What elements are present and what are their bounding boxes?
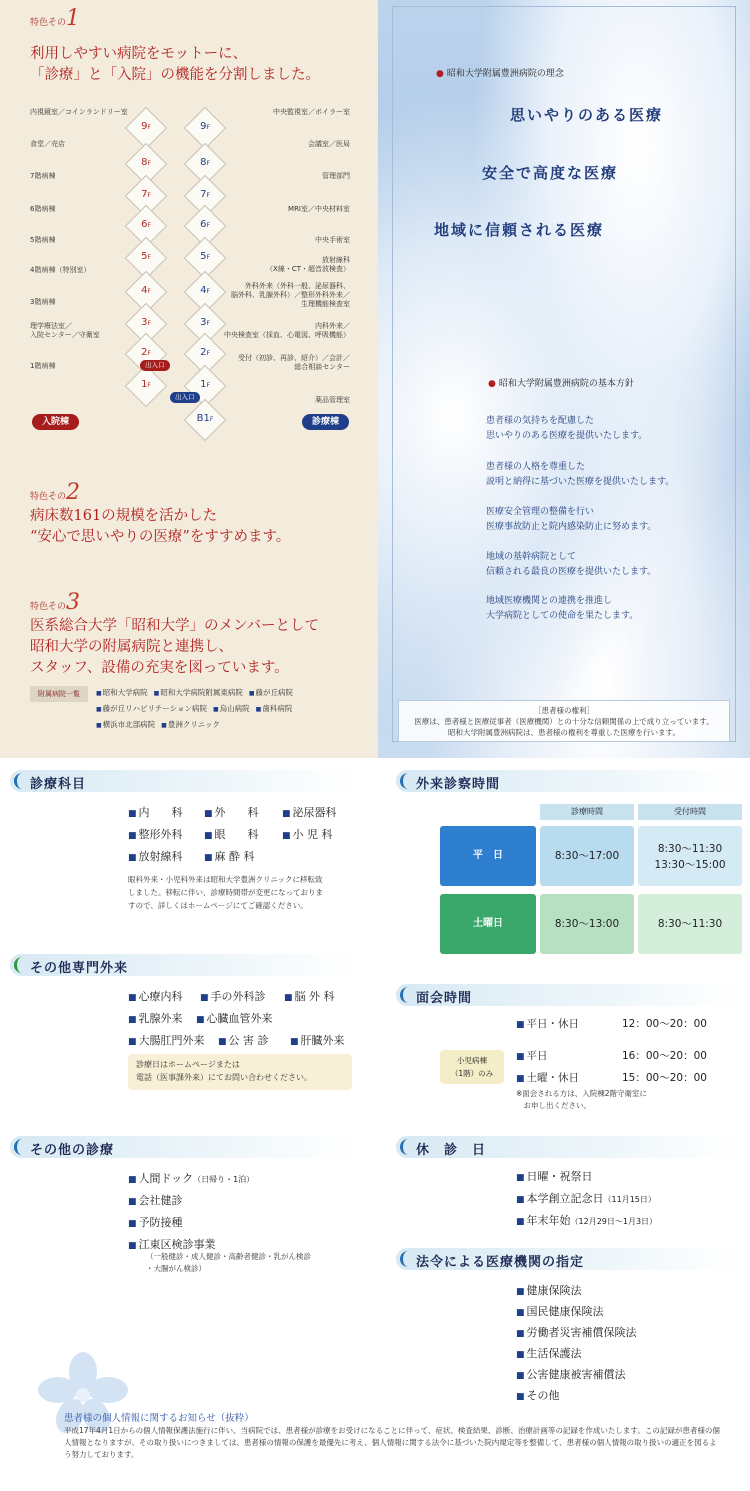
departments-title: 診療科目 [30,777,87,792]
specialty-item [290,1032,345,1048]
affiliate-item: ■ 豊洲クリニック [161,720,220,729]
designation-label: 労働者災害補償保険法 [526,1326,637,1339]
floor-left-number: 5F [141,251,151,262]
floor-right-number: 8F [200,157,210,168]
feature-3-line-3: スタッフ、設備の充実を図っています。 [30,660,289,676]
policy-line: 大学病院としての使命を果たします。 [486,611,639,621]
entrance-left-pill: 出入口 [140,360,170,371]
feature-2-badge: 特色その2 [30,480,81,505]
kids-ward-box [440,1050,504,1084]
visiting-header [396,984,742,1006]
policy-line: 地域の基幹病院として [486,552,577,562]
designation-item [516,1303,604,1319]
floor-right-number: 1F [200,379,210,390]
specialty-item [128,1010,183,1026]
department-label: 外 科 [214,806,259,819]
feature-1-line-1: 利用しやすい病院をモットーに、 [30,46,248,62]
square-bullet-icon: ■ [516,1350,525,1360]
department-label: 放射線科 [138,850,183,863]
closed-item [516,1168,593,1184]
policy-line: 説明と納得に基づいた医療を提供いたします。 [486,477,675,487]
square-bullet-icon: ■ [204,853,213,863]
designation-item [516,1345,582,1361]
closed-note: （12月29日～1月3日） [570,1217,658,1226]
square-bullet-icon: ■ [196,1015,205,1025]
department-label: 内 科 [138,806,183,819]
specialty-label: 乳腺外来 [138,1012,183,1025]
square-bullet-icon: ■ [128,809,137,819]
floor-left-label: 4階病棟（特別室） [30,266,91,274]
designation-label: 生活保護法 [526,1347,582,1360]
hours-saturday-reception: 8:30～11:30 [638,894,742,954]
service-dock: ■ 人間ドック（日帰り・1泊） [128,1172,255,1185]
designation-label: 公害健康被害補償法 [526,1368,626,1381]
department-label: 眼 科 [214,828,259,841]
designation-label: 国民健康保険法 [526,1305,604,1318]
floor-left-label: 7階病棟 [30,172,56,180]
floor-left-number: 3F [141,317,151,328]
specialty-label: 心療内科 [138,990,183,1003]
floor-left-label: 3階病棟 [30,298,56,306]
floor-right-number: 6F [200,219,210,230]
entrance-right-pill: 出入口 [170,392,200,403]
floor-right-label: 外科外来（外科一般、泌尿器科、 脳外科、乳腺外科）／整形外科外来／ 生理機能検査室 [231,282,350,308]
square-bullet-icon: ■ [282,809,291,819]
designation-item [516,1282,582,1298]
floor-right-number: 3F [200,317,210,328]
floor-right-number: 5F [200,251,210,262]
service-koto-note-2: ・大腸がん検診） [146,1264,206,1273]
floor-right-number: 7F [200,189,210,200]
inpatient-wing-badge: 入院棟 [32,414,79,430]
feature-3-line-1: 医系総合大学「昭和大学」のメンバーとして [30,618,319,634]
info-section [0,758,750,1491]
floor-right-label: 放射線科 （X線・CT・超音波検査） [266,256,350,273]
specialty-item [128,988,183,1004]
visiting-general: ■ 平日・休日 [516,1018,580,1030]
feature-1-badge: 特色その1 [30,6,81,31]
closed-label: 年末年始 [526,1214,571,1227]
floor-right-number: B1F [196,413,214,424]
affiliate-item: ■ 烏山病院 [213,704,250,713]
floor-left-number: 7F [141,189,151,200]
square-bullet-icon: ■ [128,853,137,863]
floor-left-label: 1階病棟 [30,362,56,370]
square-bullet-icon: ■ [204,809,213,819]
visiting-kids-weekend-time: 15：00～20：00 [622,1072,707,1084]
floor-left-label: 食堂／売店 [30,140,65,148]
closed-item [516,1212,657,1228]
motto-1: 思いやりのある医療 [510,106,664,124]
specialty-label: 脳 外 科 [294,990,335,1003]
department-item [204,826,259,842]
kids-ward-line-2: （1階）のみ [450,1069,494,1078]
specialty-item [284,988,335,1004]
floor-left-number: 8F [141,157,151,168]
affiliate-item: ■ 横浜市北部病院 [96,720,155,729]
motto-2: 安全で高度な医療 [482,164,619,182]
affiliates-row [96,701,372,717]
rights-title: ［患者様の権利］ [534,706,594,715]
closed-label: 本学創立記念日 [526,1192,604,1205]
floor-left-number: 2F [141,347,151,358]
specialty-title: その他専門外来 [30,961,129,976]
visiting-kids-weekday-time: 16：00～20：00 [622,1050,707,1062]
square-bullet-icon: ■ [516,1308,525,1318]
department-label: 泌尿器科 [292,806,337,819]
specialty-label: 手の外科診 [210,990,266,1003]
policy-item [486,550,656,580]
service-vaccine: ■ 予防接種 [128,1216,183,1229]
specialty-label: 心臓血管外来 [206,1012,273,1025]
closed-item [516,1190,656,1206]
feature-3-line-2: 昭和大学の附属病院と連携し、 [30,639,233,655]
floor-left-number: 9F [141,121,151,132]
affiliates-row [96,685,372,701]
specialty-item [196,1010,273,1026]
department-item [282,804,337,820]
clinic-wing-badge: 診療棟 [302,414,349,430]
specialty-label: 肝臓外来 [300,1034,345,1047]
other-services-title: その他の診療 [30,1143,115,1158]
service-koto: ■ 江東区検診事業 [128,1238,216,1251]
closed-header [396,1136,742,1158]
policy-item [486,594,638,624]
square-bullet-icon: ■ [128,993,137,1003]
privacy-text: 平成17年4月1日からの個人情報保護法施行に伴い、当病院では、患者様が診療をお受けになることに伴って、症状、検査結果、診断、治療計画等の記録を作成いたします。この記録が患者様の個人情報となりますが、その取り扱いにつきましては、患者様の情報の保護を最優先に考え、個人情報に関する法令に基づいた院内規定等を整備して、患者様の個人情報の取り扱いの適正を図るよう努力しております。 [64,1426,720,1459]
hours-weekday-reception-2: 13:30～15:00 [654,859,726,871]
hours-title: 外来診察時間 [416,777,501,792]
designations-title: 法令による医療機関の指定 [416,1255,585,1270]
affiliates-row [96,717,372,733]
service-koto-note-1: （一般健診・成人健診・高齢者健診・乳がん検診 [146,1252,311,1261]
floor-right-label: 中央監視室／ボイラー室 [273,108,350,116]
hours-weekday-reception [638,826,742,886]
specialty-header [10,954,355,976]
closed-label: 日曜・祝祭日 [526,1170,593,1183]
designation-item [516,1324,637,1340]
philosophy-panel [378,0,750,758]
square-bullet-icon: ■ [282,831,291,841]
square-bullet-icon: ■ [204,831,213,841]
affiliates-label: 附属病院一覧 [30,686,88,702]
policy-title: ● 昭和大学附属豊洲病院の基本方針 [488,376,634,389]
floor-right-number: 4F [200,285,210,296]
hours-header [396,770,742,792]
rights-line-2: 昭和大学附属豊洲病院は、患者様の権利を尊重した医療を行います。 [448,728,680,737]
departments-header [10,770,355,792]
departments-note-line: すので、詳しくはホームページにてご確認ください。 [128,901,308,910]
feature-1-line-2: 「診療」と「入院」の機能を分割しました。 [30,67,320,83]
floor-right-label: 中央手術室 [315,236,350,244]
motto-3: 地域に信頼される医療 [434,221,605,239]
affiliate-item: ■ 藤が丘リハビリテーション病院 [96,704,207,713]
affiliate-item: ■ 歯科病院 [256,704,293,713]
policy-item [486,414,647,444]
designation-item [516,1366,626,1382]
visiting-note-2: お申し出ください。 [516,1101,591,1110]
specialty-label: 公 害 診 [228,1034,269,1047]
floor-left-number: 1F [141,379,151,390]
service-company: ■ 会社健診 [128,1194,183,1207]
hours-row-weekday-label: 平 日 [440,826,536,886]
square-bullet-icon: ■ [516,1329,525,1339]
specialty-note-line-1: 診療日はホームページまたは [136,1060,240,1069]
floor-right-label: 管理部門 [322,172,350,180]
hours-row-saturday-label: 土曜日 [440,894,536,954]
features-panel [0,0,378,758]
affiliates-list [96,685,372,733]
square-bullet-icon: ■ [516,1173,525,1183]
department-label: 麻 酔 科 [214,850,255,863]
policy-line: 患者様の気持ちを配慮した [486,416,595,426]
designation-label: 健康保険法 [526,1284,582,1297]
square-bullet-icon: ■ [516,1195,525,1205]
philosophy-title: ● 昭和大学附属豊洲病院の理念 [436,66,564,79]
policy-line: 信頼される最良の医療を提供いたします。 [486,567,657,577]
square-bullet-icon: ■ [290,1037,299,1047]
policy-line: 地域医療機関との連携を推進し [486,596,613,606]
patient-rights-box [398,700,730,742]
other-services-header [10,1136,355,1158]
floor-left-number: 6F [141,219,151,230]
department-item [128,826,183,842]
department-item [204,848,255,864]
specialty-item [128,1032,205,1048]
visiting-note-1: ※面会される方は、入院棟2階守衛室に [516,1089,648,1098]
closed-title: 休 診 日 [416,1143,487,1158]
department-item [282,826,333,842]
department-item [128,804,183,820]
floor-right-number: 2F [200,347,210,358]
department-label: 整形外科 [138,828,183,841]
visiting-title: 面会時間 [416,991,473,1006]
policy-line: 患者様の人格を尊重した [486,462,586,472]
floor-left-label: 5階病棟 [30,236,56,244]
policy-line: 思いやりのある医療を提供いたします。 [486,431,648,441]
affiliate-item: ■ 藤が丘病院 [249,688,293,697]
departments-note-line: しました。移転に伴い、診療時間帯が変更になっておりま [128,888,323,897]
floor-right-label: 薬品管理室 [315,396,350,404]
affiliate-item: ■ 昭和大学病院 [96,688,148,697]
floor-left-label: 理学療法室／ 入院センター／守衛室 [30,322,100,339]
policy-item [486,505,656,535]
kids-ward-line-1: 小児病棟 [457,1056,487,1065]
policy-line: 医療事故防止と院内感染防止に努めます。 [486,522,657,532]
specialty-item [218,1032,269,1048]
floor-left-label: 6階病棟 [30,205,56,213]
visiting-kids-weekday: ■ 平日 [516,1050,548,1062]
hours-weekday-reception-1: 8:30～11:30 [657,843,723,855]
department-item [204,804,259,820]
hours-col-reception: 受付時間 [638,804,742,820]
policy-line: 医療安全管理の整備を行い [486,507,595,517]
specialty-note [128,1054,352,1090]
designations-header [396,1248,742,1270]
specialty-note-line-2: 電話（医事課外来）にてお問い合わせください。 [136,1073,312,1082]
department-item [128,848,183,864]
floor-right-label: 受付（初診、再診、紹介）／会計／ 総合相談センター [238,354,350,371]
privacy-title: 患者様の個人情報に関するお知らせ（抜粋） [64,1413,254,1424]
designation-item [516,1387,560,1403]
square-bullet-icon: ■ [128,831,137,841]
hours-saturday-clinic: 8:30～13:00 [540,894,634,954]
square-bullet-icon: ■ [284,993,293,1003]
square-bullet-icon: ■ [516,1287,525,1297]
policy-item [486,460,674,490]
floor-left-label: 内視鏡室／コインランドリー室 [30,108,128,116]
specialty-item [200,988,266,1004]
hours-col-clinic: 診療時間 [540,804,634,820]
feature-3-badge: 特色その3 [30,590,81,615]
visiting-general-time: 12：00～20：00 [622,1018,707,1030]
floor-right-number: 9F [200,121,210,132]
floor-right-label: 内科外来／ 中央検査室（採血、心電図、呼吸機能） [224,322,350,339]
square-bullet-icon: ■ [128,1015,137,1025]
square-bullet-icon: ■ [200,993,209,1003]
square-bullet-icon: ■ [516,1392,525,1402]
feature-2-line-2: “安心で思いやりの医療”をすすめます。 [30,529,291,545]
feature-2-line-1: 病床数161の規模を活かした [30,508,218,524]
floor-right-label: 会議室／医局 [308,140,350,148]
affiliate-item: ■ 昭和大学病院附属東病院 [154,688,243,697]
floor-left-number: 4F [141,285,151,296]
visiting-kids-weekend: ■ 土曜・休日 [516,1072,580,1084]
departments-note-line: 眼科外来・小児科外来は昭和大学豊洲クリニックに移転致 [128,875,323,884]
designation-label: その他 [526,1389,560,1402]
square-bullet-icon: ■ [516,1217,525,1227]
department-label: 小 児 科 [292,828,333,841]
square-bullet-icon: ■ [218,1037,227,1047]
hours-weekday-clinic: 8:30～17:00 [540,826,634,886]
floor-right-label: MRI室／中央材料室 [288,205,350,213]
square-bullet-icon: ■ [516,1371,525,1381]
square-bullet-icon: ■ [128,1037,137,1047]
specialty-label: 大腸肛門外来 [138,1034,205,1047]
rights-line-1: 医療は、患者様と医療従事者（医療機関）との十分な信頼関係の上で成り立っています。 [414,717,714,726]
closed-note: （11月15日） [603,1195,656,1204]
